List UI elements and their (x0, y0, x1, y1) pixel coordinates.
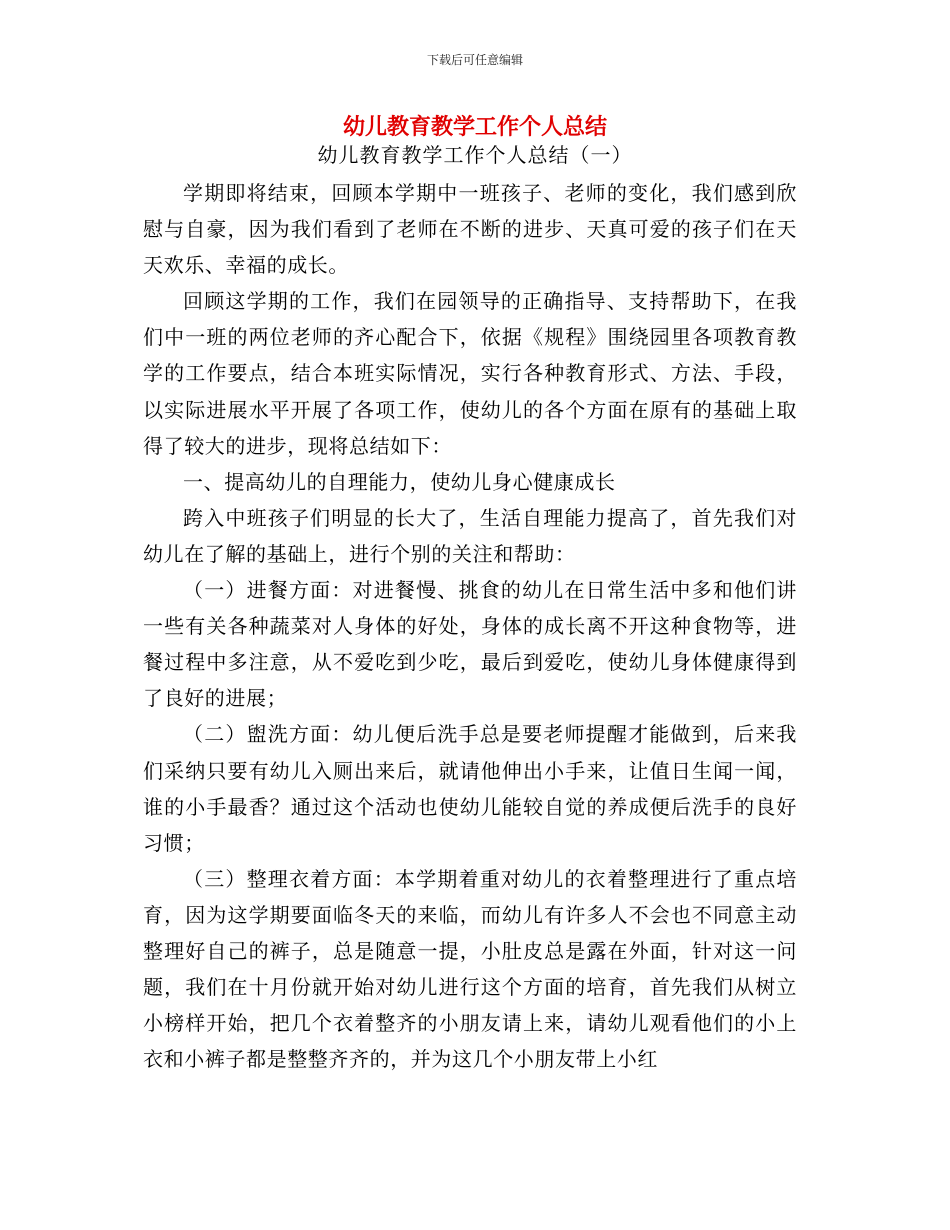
paragraph: 学期即将结束，回顾本学期中一班孩子、老师的变化，我们感到欣慰与自豪，因为我们看到了老师在不断的进步、天真可爱的孩子们在天天欢乐、幸福的成长。 (143, 181, 797, 278)
section-heading: 一、提高幼儿的自理能力，使幼儿身心健康成长 (183, 469, 616, 494)
document-body (143, 175, 797, 1077)
paragraph: （三）整理衣着方面：本学期着重对幼儿的衣着整理进行了重点培育，因为这学期要面临冬天的来临，而幼儿有许多人不会也不同意主动整理好自己的裤子，总是随意一提，小肚皮总是露在外面，针对这一问题，我们在十月份就开始对幼儿进行这个方面的培育，首先我们从树立小榜样开始，把几个衣着整齐的小朋友请上来，请幼儿观看他们的小上衣和小裤子都是整整齐齐的，并为这几个小朋友带上小红 (143, 866, 797, 1072)
page-header: 下载后可任意编辑 (426, 53, 523, 67)
paragraph: 跨入中班孩子们明显的长大了，生活自理能力提高了，首先我们对幼儿在了解的基础上，进行个别的关注和帮助： (143, 505, 797, 566)
document-subtitle: 幼儿教育教学工作个人总结（一） (317, 143, 633, 167)
paragraph: （一）进餐方面：对进餐慢、挑食的幼儿在日常生活中多和他们讲一些有关各种蔬菜对人身体的好处，身体的成长离不开这种食物等，进餐过程中多注意，从不爱吃到少吃，最后到爱吃，使幼儿身体健康得到了良好的进展； (143, 578, 797, 711)
paragraph: （二）盥洗方面：幼儿便后洗手总是要老师提醒才能做到，后来我们采纳只要有幼儿入厕出来后，就请他伸出小手来，让值日生闻一闻，谁的小手最香？通过这个活动也使幼儿能较自觉的养成便后洗手的良好习惯； (143, 722, 797, 855)
paragraph: 回顾这学期的工作，我们在园领导的正确指导、支持帮助下，在我们中一班的两位老师的齐心配合下，依据《规程》围绕园里各项教育教学的工作要点，结合本班实际情况，实行各种教育形式、方法、手段，以实际进展水平开展了各项工作，使幼儿的各个方面在原有的基础上取得了较大的进步，现将总结如下： (143, 289, 797, 458)
document-title: 幼儿教育教学工作个人总结 (342, 115, 607, 140)
